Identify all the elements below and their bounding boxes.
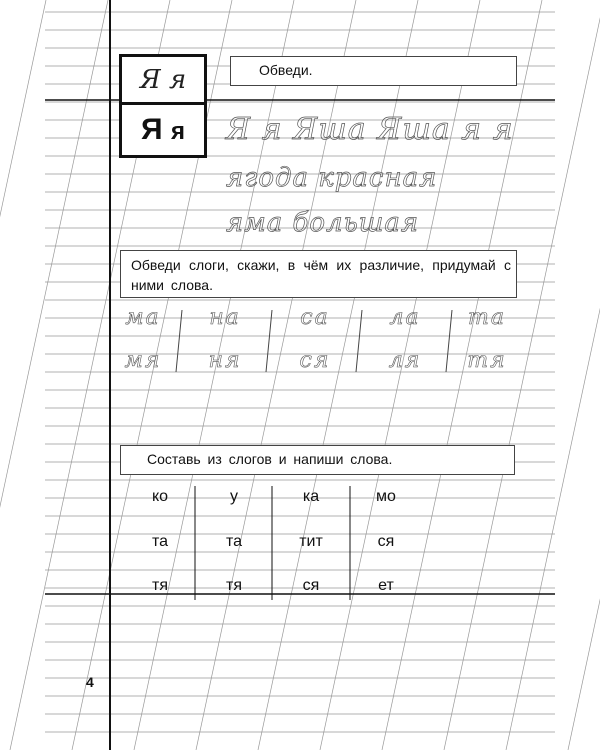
table-cell: ка: [302, 488, 320, 505]
letter-card-print-lower: я: [170, 118, 185, 145]
syllable-sa: са: [300, 305, 330, 330]
page-number: 4: [86, 674, 94, 690]
task2-instruction: Обведи слоги, скажи, в чём их различие, придумай с ними слова.: [131, 257, 511, 293]
task2-instruction-box: [120, 250, 517, 298]
letter-card-print-upper: Я: [141, 113, 163, 146]
syllable-mya: мя: [124, 348, 162, 373]
task1-instruction: Обведи.: [259, 62, 313, 78]
table-cell: тя: [152, 577, 168, 594]
letter-card: [119, 54, 207, 158]
letter-card-print: [122, 105, 204, 155]
syllable-nya: ня: [208, 348, 242, 373]
trace-line-2: ягода красная: [226, 163, 438, 193]
table-cell: та: [225, 533, 243, 550]
table-cell: ет: [378, 577, 394, 594]
table-cell: та: [151, 533, 169, 550]
syllable-na: на: [209, 305, 241, 330]
table-cell: ся: [302, 577, 320, 594]
syllable-la: ла: [389, 305, 421, 330]
table-cell: у: [230, 488, 238, 505]
syllable-lya: ля: [388, 348, 422, 373]
table-cell: тя: [226, 577, 242, 594]
table-cell: ко: [151, 488, 169, 505]
syllable-tya: тя: [467, 348, 507, 373]
letter-card-script: Я я: [122, 57, 204, 105]
table-cell: ся: [377, 533, 395, 550]
syllable-ta: та: [468, 305, 506, 330]
trace-line-1: Я я Яша Яша я я: [226, 112, 514, 147]
task3-instruction: Составь из слогов и напиши слова.: [147, 451, 393, 467]
table-cell: мо: [376, 488, 396, 505]
syllable-sya: ся: [299, 348, 331, 373]
table-cell: тит: [299, 533, 323, 550]
task1-instruction-box: [230, 56, 517, 86]
task3-instruction-box: [120, 445, 515, 475]
syllable-ma: ма: [125, 305, 161, 330]
trace-line-3: яма большая: [226, 208, 420, 238]
